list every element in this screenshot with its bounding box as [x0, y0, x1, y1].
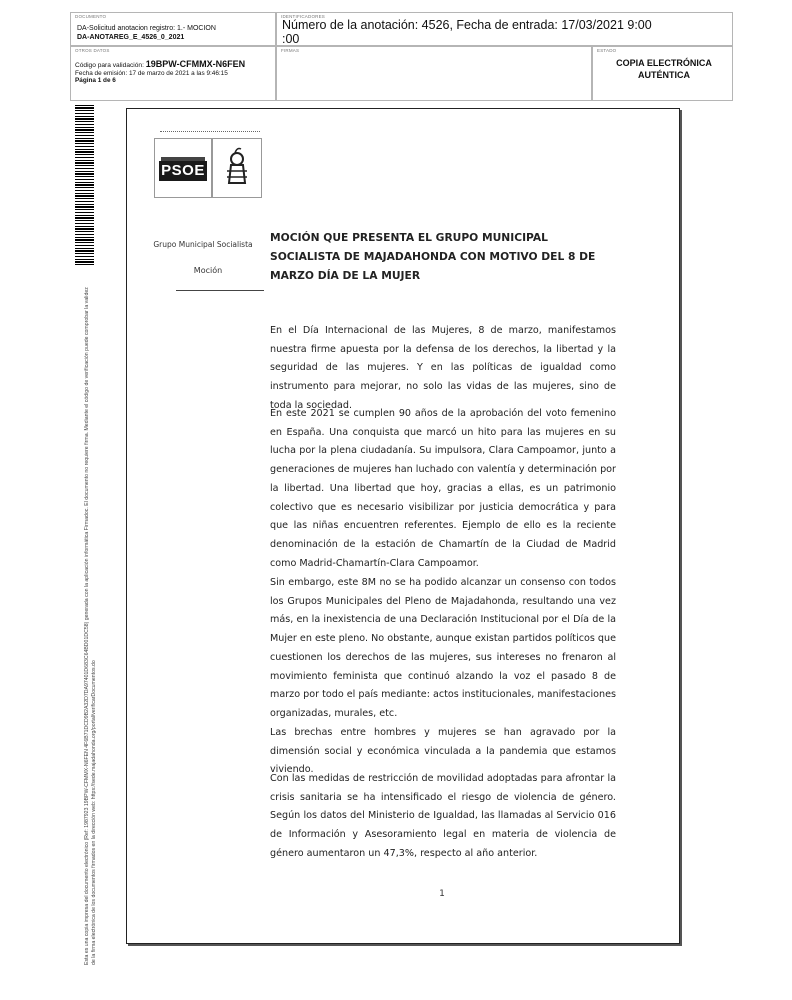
- header-registro-box: [276, 12, 733, 46]
- header-firmas-box: [276, 46, 592, 101]
- registro-text: Número de la anotación: 4526, Fecha de entrada: 17/03/2021 9:00 :00: [282, 18, 652, 46]
- documento-line1: DA-Solicitud anotacion registro: 1.- MOCION: [77, 25, 216, 32]
- type-label: Moción: [193, 266, 223, 275]
- rose-fist-emblem: [212, 138, 262, 198]
- rose-fist-icon: [213, 139, 261, 197]
- paragraph-1: En el Día Internacional de las Mujeres, 8 de marzo, manifestamos nuestra firme apuesta por la defensa de los derechos, la libertad y la seguridad de las mujeres. Y en las políticas de igualdad como instrumento para mejorar, no solo las vidas de las mujeres, sino de toda la sociedad.: [270, 325, 616, 411]
- header-estado-box: [592, 46, 733, 101]
- motion-title: MOCIÓN QUE PRESENTA EL GRUPO MUNICIPAL SOCIALISTA DE MAJADAHONDA CON MOTIVO DEL 8 DE MARZO DÍA DE LA MUJER: [270, 231, 596, 282]
- estado-label: ESTADO: [597, 48, 617, 53]
- left-column-rule: [176, 290, 264, 291]
- otros-datos-label: OTROS DATOS: [75, 48, 110, 53]
- header-otros-box: [70, 46, 276, 101]
- documento-line2: DA-ANOTAREG_E_4526_0_2021: [77, 34, 185, 41]
- registro-label: IDENTIFICADORES: [281, 14, 326, 19]
- psoe-logo: [154, 138, 212, 198]
- paragraph-5: Con las medidas de restricción de movilidad adoptadas para afrontar la crisis sanitaria se ha intensificado el riesgo de violencia de género. Según los datos del Ministerio de Igualdad, las llamadas al Servicio 016 de Información y Asesoramiento legal en materia de violencia de género aumentaron un 47,3%, respecto al año anterior.: [270, 773, 616, 859]
- documento-label: DOCUMENTO: [75, 14, 107, 19]
- page-number: 1: [439, 889, 445, 899]
- barcode-image: [75, 105, 94, 265]
- group-label: Grupo Municipal Socialista: [153, 240, 253, 249]
- psoe-logo-text: PSOE: [159, 161, 207, 181]
- firmas-label: FIRMAS: [281, 48, 300, 53]
- codigo-value: 19BPW-CFMMX-N6FEN: [145, 59, 246, 69]
- paragraph-2: En este 2021 se cumplen 90 años de la aprobación del voto femenino en España. Una conquista que marcó un hito para las mujeres en su lucha por la plena ciudadanía. Su impulsora, Clara Campoamor, junto a generaciones de mujeres han luchado con valentía y determinación por la libertad. Una libertad que hoy, gracias a ellas, es un patrimonio colectivo que es necesario visibilizar por justicia democrática y para que las niñas encuentren referentes. Ejemplo de ello es la reciente denominación de la estación de Chamartín de la Ciudad de Madrid como Madrid-Chamartín-Clara Campoamor.: [270, 408, 616, 569]
- estado-value: COPIA ELECTRÓNICA AUTÉNTICA: [616, 58, 712, 80]
- paragraph-4: Las brechas entre hombres y mujeres se han agravado por la dimensión social y económica vinculada a la pandemia que estamos viviendo.: [270, 727, 616, 776]
- codigo-validacion: Código para validación: 19BPW-CFMMX-N6FEN: [75, 59, 246, 69]
- pagina-indicator: Página 1 de 6: [75, 77, 116, 84]
- paragraph-3: Sin embargo, este 8M no se ha podido alcanzar un consenso con todos los Grupos Municipales del Pleno de Majadahonda, resultando una vez más, en la inexistencia de una Declaración Institucional por el Día de la Mujer en este pleno. No obstante, aunque existan partidos políticos que cuestionen los derechos de las mujeres, sus intereses no frenaron al movimiento feminista que continuó alzando la voz el pasado 8 de marzo por todo el país mediante: actos institucionales, manifestaciones organizadas, murales, etc.: [270, 577, 616, 719]
- header-documento-box: [70, 12, 276, 46]
- fecha-emision: Fecha de emisión: 17 de marzo de 2021 a las 9:46:15: [75, 70, 228, 77]
- logo-dotted-line: [160, 131, 260, 132]
- verification-side-text: Esta es una copia impresa del documento electrónico (Ref: 1987923 19BPW-CFMMX-N6FEN 4F6B71DCD9B2A32D7DA97401D683C64BD01DC58) generada con la aplicación informática Firmadoc. El documento no requiere firma. Mediante el código de verificación puede comprobar la validez de la firma electrónica de los documentos firmados en la dirección web: https://sede.majadahonda.org/portal/verificarDocumentos.do: [84, 287, 97, 965]
